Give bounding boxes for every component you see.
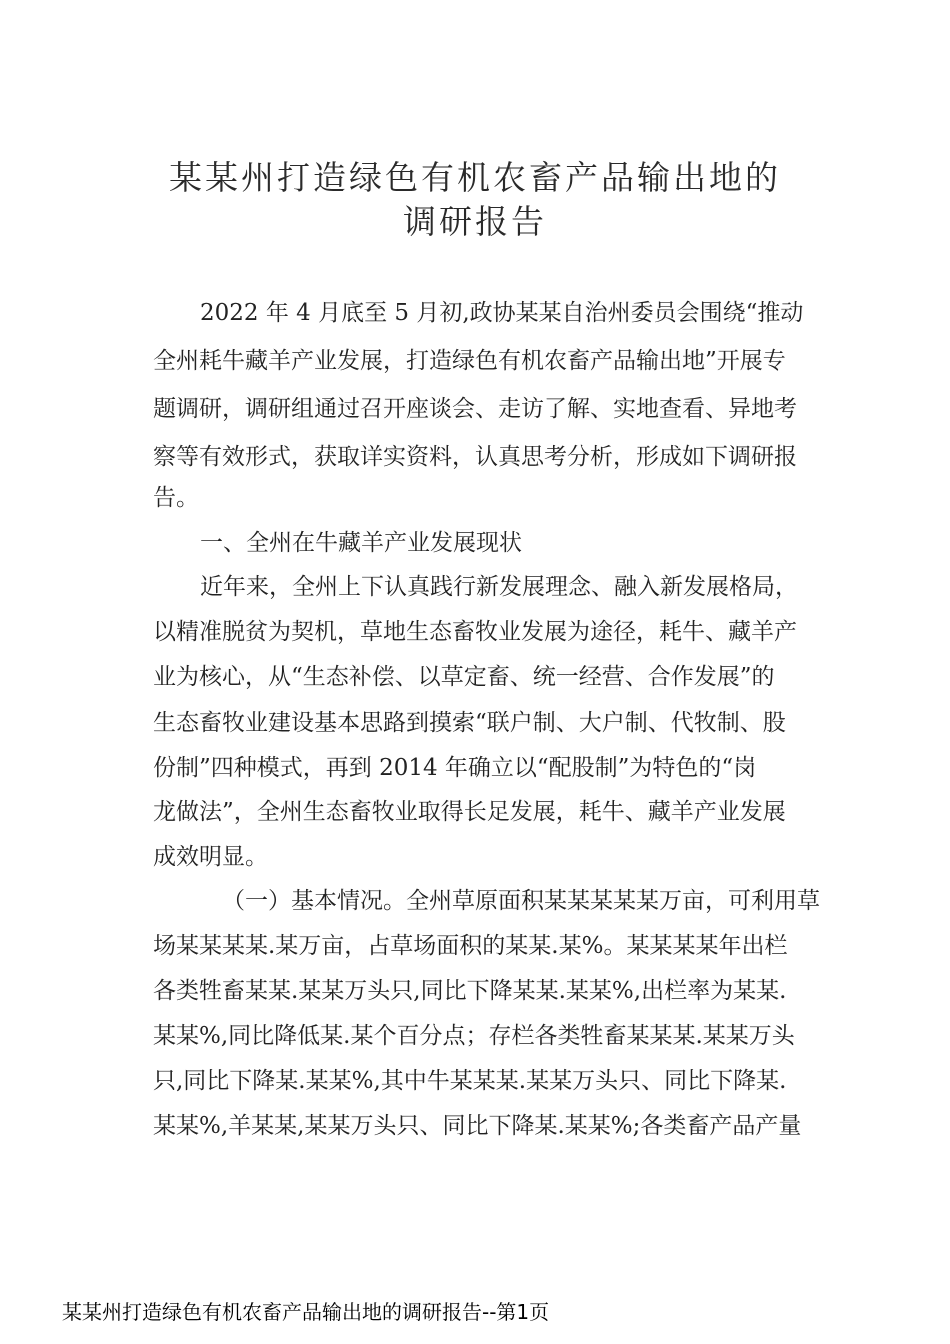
- paragraph-line: 各类牲畜某某.某某万头只,同比下降某某.某某%,出栏率为某某.: [153, 978, 787, 1004]
- paragraph-line: 察等有效形式，获取详实资料，认真思考分析，形成如下调研报: [153, 444, 797, 470]
- paragraph-line: 全州耗牛藏羊产业发展，打造绿色有机农畜产品输出地”开展专: [153, 348, 786, 374]
- paragraph-line: 成效明显。: [153, 844, 268, 870]
- document-title-line-2: 调研报告: [403, 202, 547, 241]
- paragraph-line: 某某%,羊某某,某某万头只、同比下降某.某某%;各类畜产品产量: [153, 1113, 802, 1139]
- paragraph-line: 份制”四种模式，再到 2014 年确立以“配股制”为特色的“岗: [153, 755, 757, 781]
- page-footer: 某某州打造绿色有机农畜产品输出地的调研报告--第1页: [62, 1300, 550, 1324]
- section-heading: 一、全州在牛藏羊产业发展现状: [200, 530, 522, 556]
- subsection-paragraph-line: （一）基本情况。全州草原面积某某某某某万亩，可利用草: [222, 888, 820, 914]
- document-title-line-1: 某某州打造绿色有机农畜产品输出地的: [169, 158, 781, 197]
- paragraph-line: 告。: [153, 485, 199, 511]
- paragraph-line: 龙做法”，全州生态畜牧业取得长足发展，耗牛、藏羊产业发展: [153, 799, 786, 825]
- paragraph-line: 某某%,同比降低某.某个百分点；存栏各类牲畜某某某.某某万头: [153, 1023, 795, 1049]
- paragraph-line: 题调研，调研组通过召开座谈会、走访了解、实地查看、异地考: [153, 396, 797, 422]
- paragraph-line: 生态畜牧业建设基本思路到摸索“联户制、大户制、代牧制、股: [153, 710, 786, 736]
- paragraph-line: 场某某某某.某万亩，占草场面积的某某.某%。某某某某年出栏: [153, 933, 788, 959]
- paragraph-line: 业为核心，从“生态补偿、以草定畜、统一经营、合作发展”的: [153, 664, 775, 690]
- paragraph-line: 以精准脱贫为契机，草地生态畜牧业发展为途径，耗牛、藏羊产: [153, 619, 797, 645]
- paragraph-line: 近年来，全州上下认真践行新发展理念、融入新发展格局，: [200, 574, 798, 600]
- paragraph-line: 只,同比下降某.某某%,其中牛某某某.某某万头只、同比下降某.: [153, 1068, 787, 1094]
- paragraph-line: 2022 年 4 月底至 5 月初,政协某某自治州委员会围绕“推动: [200, 300, 804, 326]
